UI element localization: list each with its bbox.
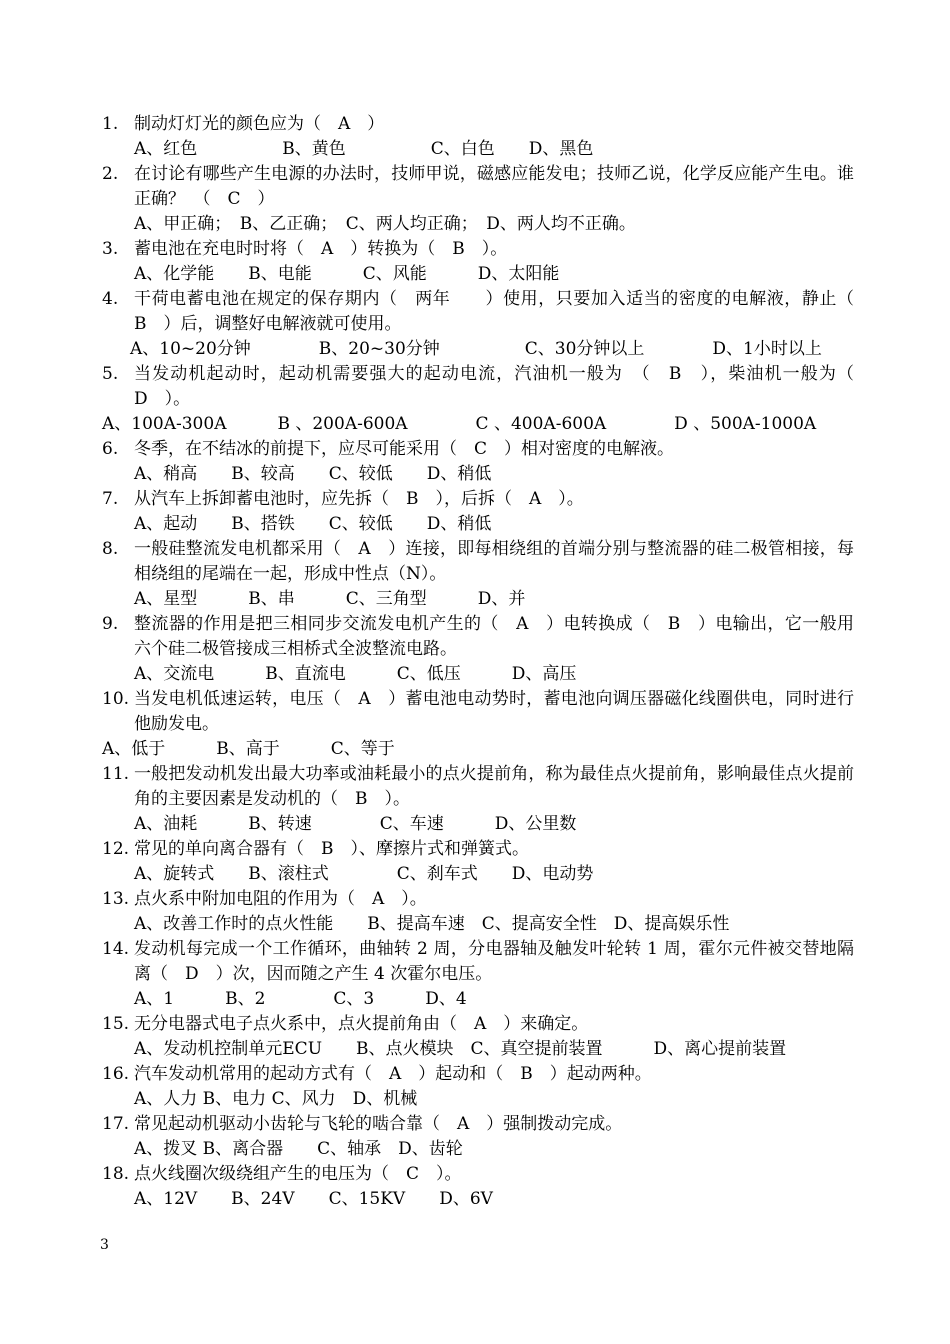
question-number: 8.: [102, 539, 119, 559]
question-number: 5.: [102, 364, 119, 384]
question-number: 16.: [102, 1064, 130, 1084]
question-text: 当发电机低速运转，电压（ A ）蓄电池电动势时，蓄电池向调压器磁化线圈供电，同时进行他励发电。: [134, 689, 854, 734]
question-text: 汽车发动机常用的起动方式有（ A ）起动和（ B ）起动两种。: [134, 1064, 652, 1084]
question-10: [102, 687, 854, 737]
question-text: 常见的单向离合器有（ B ）、摩擦片式和弹簧式。: [134, 839, 529, 859]
question-12: [102, 837, 854, 862]
question-3: [102, 237, 854, 262]
question-2: [102, 162, 854, 212]
question-options: A、100A-300A B 、200A-600A C 、400A-600A D 、500A-1000A: [102, 414, 817, 434]
question-options: A、化学能 B、电能 C、风能 D、太阳能: [134, 264, 560, 284]
question-18: [102, 1162, 854, 1187]
question-number: 12.: [102, 839, 130, 859]
question-number: 18.: [102, 1164, 130, 1184]
question-number: 3.: [102, 239, 119, 259]
question-text: 制动灯灯光的颜色应为（ A ）: [134, 114, 385, 134]
question-number: 9.: [102, 614, 119, 634]
question-number: 17.: [102, 1114, 130, 1134]
question-options: A、稍高 B、较高 C、较低 D、稍低: [134, 464, 492, 484]
question-options: A、发动机控制单元ECU B、点火模块 C、真空提前装置 D、离心提前装置: [134, 1039, 787, 1059]
question-5: [102, 362, 871, 412]
question-text: 常见起动机驱动小齿轮与飞轮的啮合靠（ A ）强制拨动完成。: [134, 1114, 623, 1134]
question-number: 7.: [102, 489, 119, 509]
question-text: 一般把发动机发出最大功率或油耗最小的点火提前角，称为最佳点火提前角，影响最佳点火提前角的主要因素是发动机的（ B ）。: [134, 764, 854, 809]
question-15: [102, 1012, 854, 1037]
question-11: [102, 762, 854, 812]
question-options: A、改善工作时的点火性能 B、提高车速 C、提高安全性 D、提高娱乐性: [134, 914, 730, 934]
question-text: 在讨论有哪些产生电源的办法时，技师甲说，磁感应能发电；技师乙说，化学反应能产生电。谁正确？ （ C ）: [134, 164, 854, 209]
question-number: 10.: [102, 689, 130, 709]
question-8: [102, 537, 854, 587]
question-text: 从汽车上拆卸蓄电池时，应先拆（ B ），后拆（ A ）。: [134, 489, 584, 509]
question-text: 点火系中附加电阻的作用为（ A ）。: [134, 889, 427, 909]
question-list: [102, 112, 871, 1212]
question-options: A、人力 B、电力 C、风力 D、机械: [134, 1089, 418, 1109]
question-text: 无分电器式电子点火系中，点火提前角由（ A ）来确定。: [134, 1014, 589, 1034]
question-text: 发动机每完成一个工作循环，曲轴转 2 周，分电器轴及触发叶轮转 1 周，霍尔元件被交替地隔离（ D ）次，因而随之产生 4 次霍尔电压。: [134, 939, 854, 984]
question-number: 6.: [102, 439, 119, 459]
question-options: A、1 B、2 C、3 D、4: [134, 989, 467, 1009]
question-text: 一般硅整流发电机都采用（ A ）连接，即每相绕组的首端分别与整流器的硅二极管相接，每相绕组的尾端在一起，形成中性点（N）。: [134, 539, 854, 584]
question-number: 14.: [102, 939, 130, 959]
question-number: 1.: [102, 114, 119, 134]
question-text: 当发动机起动时，起动机需要强大的起动电流，汽油机一般为 （ B ），柴油机一般为（ D ）。: [134, 364, 871, 409]
question-options: A、甲正确； B、乙正确； C、两人均正确； D、两人均不正确。: [134, 214, 636, 234]
question-options: A、拨叉 B、离合器 C、轴承 D、齿轮: [134, 1139, 463, 1159]
question-number: 11.: [102, 764, 130, 784]
question-1: [102, 112, 854, 137]
question-9: [102, 612, 854, 662]
question-text: 蓄电池在充电时时将（ A ）转换为（ B ）。: [134, 239, 508, 259]
question-text: 干荷电蓄电池在规定的保存期内（ 两年 ）使用，只要加入适当的密度的电解液，静止（ B ）后，调整好电解液就可使用。: [134, 289, 871, 334]
question-options: A、红色 B、黄色 C、白色 D、黑色: [134, 139, 594, 159]
question-7: [102, 487, 854, 512]
question-17: [102, 1112, 854, 1137]
question-options: A、低于 B、高于 C、等于: [102, 739, 395, 759]
question-13: [102, 887, 854, 912]
question-number: 2.: [102, 164, 119, 184]
question-text: 冬季，在不结冰的前提下，应尽可能采用（ C ）相对密度的电解液。: [134, 439, 675, 459]
question-text: 点火线圈次级绕组产生的电压为（ C ）。: [134, 1164, 462, 1184]
question-options: A、星型 B、串 C、三角型 D、并: [134, 589, 526, 609]
question-text: 整流器的作用是把三相同步交流发电机产生的（ A ）电转换成（ B ）电输出，它一般用六个硅二极管接成三相桥式全波整流电路。: [134, 614, 854, 659]
question-options: A、旋转式 B、滚柱式 C、刹车式 D、电动势: [134, 864, 594, 884]
question-number: 15.: [102, 1014, 130, 1034]
question-number: 4.: [102, 289, 119, 309]
question-options: A、起动 B、搭铁 C、较低 D、稍低: [134, 514, 492, 534]
question-number: 13.: [102, 889, 130, 909]
page-number: 3: [100, 1237, 109, 1253]
question-options: A、10~20分钟 B、20~30分钟 C、30分钟以上 D、1小时以上: [130, 339, 822, 359]
question-options: A、油耗 B、转速 C、车速 D、公里数: [134, 814, 577, 834]
question-16: [102, 1062, 854, 1087]
question-6: [102, 437, 854, 462]
question-14: [102, 937, 854, 987]
question-options: A、12V B、24V C、15KV D、6V: [134, 1189, 493, 1209]
question-options: A、交流电 B、直流电 C、低压 D、高压: [134, 664, 577, 684]
question-4: [102, 287, 871, 337]
